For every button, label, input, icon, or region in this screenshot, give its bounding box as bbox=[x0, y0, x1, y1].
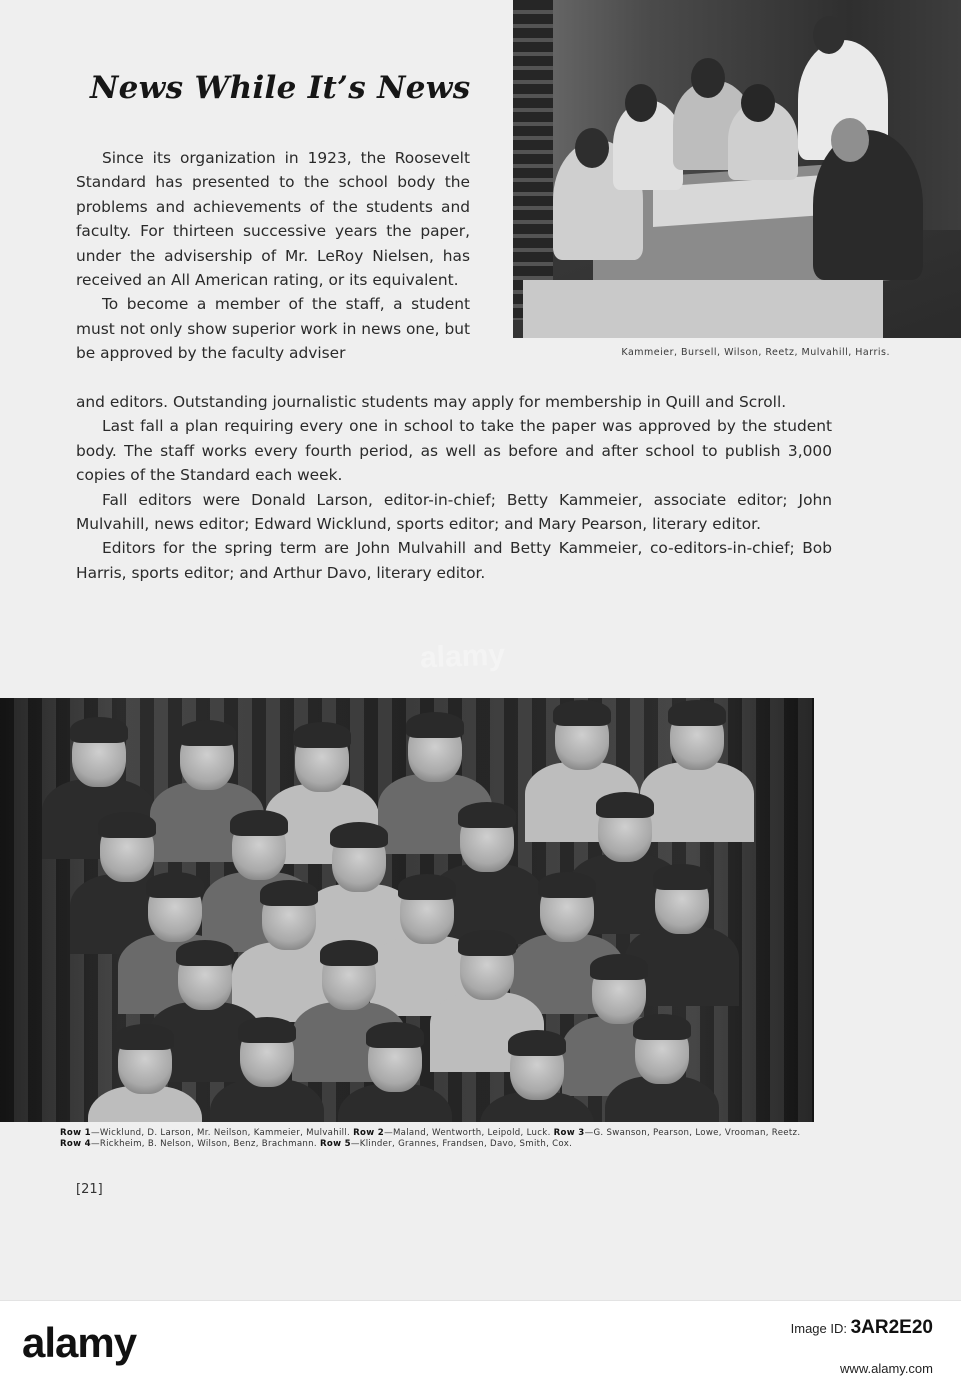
photo-shelf bbox=[513, 0, 553, 320]
paragraph-fall-editors: Fall editors were Donald Larson, editor-in-chief; Betty Kammeier, associate editor; John Mulvahill, news editor; Edward Wicklund, sports editor; and Mary Pearson, literary editor. bbox=[76, 490, 832, 534]
article-title: News While It’s News bbox=[90, 70, 471, 106]
group-photo-caption bbox=[60, 1128, 820, 1150]
alamy-logo[interactable]: alamy bbox=[22, 1319, 137, 1366]
caption-row-names: —G. Swanson, Pearson, Lowe, Vrooman, Reetz. bbox=[584, 1128, 801, 1138]
paragraph-membership-continued: and editors. Outstanding journalistic students may apply for membership in Quill and Scroll. bbox=[76, 393, 787, 411]
image-id-block bbox=[791, 1317, 933, 1339]
staff-photo-caption: Kammeier, Bursell, Wilson, Reetz, Mulvahill, Harris. bbox=[621, 347, 890, 358]
page-number: [21] bbox=[76, 1182, 103, 1197]
staff-member-head bbox=[691, 58, 725, 98]
caption-row-label: Row 3 bbox=[553, 1128, 585, 1138]
paragraph-spring-editors: Editors for the spring term are John Mulvahill and Betty Kammeier, co-editors-in-chief; Bob Harris, sports editor; and Arthur Davo, literary editor. bbox=[76, 539, 832, 582]
newspaper-staff-group-photo bbox=[0, 698, 814, 1122]
caption-row-names: —Klinder, Grannes, Frandsen, Davo, Smith, Cox. bbox=[350, 1139, 573, 1149]
caption-row-label: Row 4 bbox=[60, 1139, 91, 1149]
article-body-wide bbox=[76, 390, 832, 585]
staff-member-head bbox=[741, 84, 775, 122]
paragraph-membership: To become a member of the staff, a student must not only show superior work in news one, but be approved by the faculty adviser bbox=[76, 295, 470, 363]
caption-row-label: Row 2 bbox=[353, 1128, 385, 1138]
staff-member-head bbox=[625, 84, 657, 122]
photo-newspapers bbox=[523, 280, 883, 338]
caption-row-names: —Maland, Wentworth, Leipold, Luck. bbox=[384, 1128, 554, 1138]
caption-row-names: —Wicklund, D. Larson, Mr. Neilson, Kammeier, Mulvahill. bbox=[90, 1128, 354, 1138]
staff-member-head bbox=[813, 16, 845, 54]
image-id: 3AR2E20 bbox=[850, 1317, 933, 1338]
staff-member-figure bbox=[813, 130, 923, 280]
stock-footer bbox=[0, 1300, 961, 1390]
staff-member-head bbox=[831, 118, 869, 162]
staff-working-photo bbox=[513, 0, 961, 338]
caption-row-names: —Rickheim, B. Nelson, Wilson, Benz, Brachmann. bbox=[90, 1139, 320, 1149]
article-body-narrow bbox=[76, 146, 470, 366]
paragraph-subscription-plan: Last fall a plan requiring every one in school to take the paper was approved by the student body. The staff works every fourth period, as well as before and after school to publish 3,000 copies of the Standard each week. bbox=[76, 417, 832, 485]
image-id-label: Image ID: bbox=[790, 1321, 847, 1336]
caption-row-label: Row 1 bbox=[60, 1128, 91, 1138]
site-url[interactable]: www.alamy.com bbox=[840, 1361, 933, 1376]
staff-member-head bbox=[575, 128, 609, 168]
caption-row-label: Row 5 bbox=[319, 1139, 351, 1149]
paragraph-organization: Since its organization in 1923, the Roosevelt Standard has presented to the school body the problems and achievements of the students and faculty. For thirteen successive years the paper, under the advisership of Mr. LeRoy Nielsen, has received an All American rating, or its equivalent. bbox=[76, 149, 470, 290]
watermark: alamy bbox=[419, 638, 506, 675]
